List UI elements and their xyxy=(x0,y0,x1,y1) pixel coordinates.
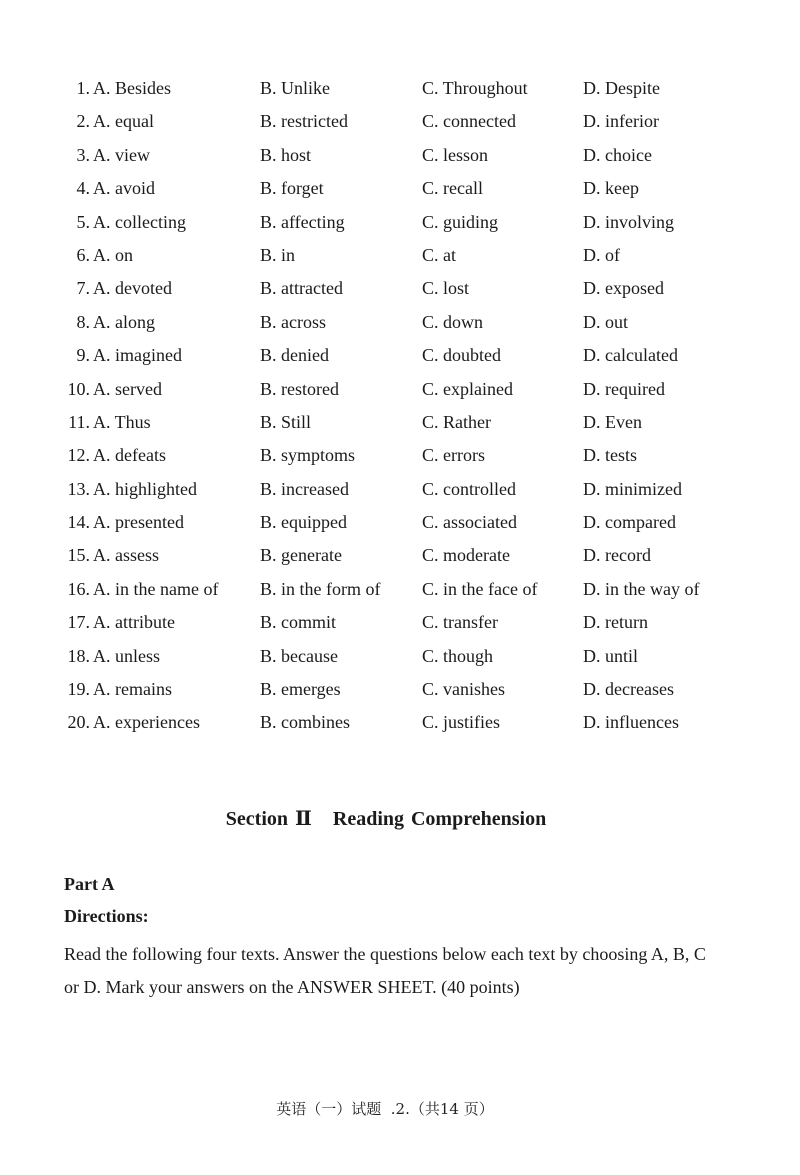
option-d: D. required xyxy=(583,378,665,399)
option-b: B. restored xyxy=(260,378,339,399)
question-row xyxy=(0,339,800,372)
option-c: C. recall xyxy=(422,178,483,199)
option-a: A. highlighted xyxy=(93,478,197,499)
question-number: 8. xyxy=(76,311,90,332)
option-c: C. transfer xyxy=(422,612,498,633)
question-number: 20. xyxy=(67,712,90,733)
option-b: B. Still xyxy=(260,411,312,432)
option-d: D. in the way of xyxy=(583,578,700,599)
question-number: 11. xyxy=(68,411,90,432)
option-a: A. defeats xyxy=(93,445,166,466)
option-b: B. Unlike xyxy=(260,78,330,98)
option-a: A. along xyxy=(93,311,155,332)
option-c: C. doubted xyxy=(422,345,501,366)
option-a: A. on xyxy=(93,244,133,265)
question-number: 16. xyxy=(67,578,90,599)
option-d: D. minimized xyxy=(583,478,682,499)
question-number: 10. xyxy=(67,378,90,399)
option-a: A. Thus xyxy=(93,411,151,432)
option-a: A. in the name of xyxy=(93,578,219,599)
question-number: 6. xyxy=(76,244,90,265)
option-d: D. exposed xyxy=(583,278,664,299)
option-b: B. affecting xyxy=(260,211,345,232)
option-b: B. in the form of xyxy=(260,578,381,599)
option-d: D. influences xyxy=(583,712,679,733)
question-options-list xyxy=(0,72,800,740)
question-number: 9. xyxy=(76,345,90,366)
option-c: C. guiding xyxy=(422,211,499,232)
option-b: B. emerges xyxy=(260,679,341,700)
option-a: A. assess xyxy=(93,545,159,566)
option-d: D. return xyxy=(583,612,648,633)
option-d: D. calculated xyxy=(583,345,678,366)
question-row xyxy=(0,506,800,539)
option-a: A. imagined xyxy=(93,345,182,366)
option-d: D. record xyxy=(583,545,651,566)
question-row xyxy=(0,306,800,339)
option-a: A. view xyxy=(93,144,150,165)
option-c: C. vanishes xyxy=(422,679,505,700)
option-d: D. choice xyxy=(583,144,652,165)
question-number: 15. xyxy=(67,545,90,566)
option-c: C. Throughout xyxy=(422,78,528,98)
option-d: D. until xyxy=(583,645,639,666)
option-c: C. controlled xyxy=(422,478,516,499)
option-c: C. explained xyxy=(422,378,513,399)
question-row xyxy=(0,640,800,673)
option-c: C. moderate xyxy=(422,545,510,566)
option-d: D. compared xyxy=(583,512,676,533)
option-a: A. served xyxy=(93,378,162,399)
question-number: 17. xyxy=(67,612,90,633)
option-c: C. lost xyxy=(422,278,470,299)
question-row xyxy=(0,172,800,205)
option-c: C. at xyxy=(422,244,456,265)
option-d: D. tests xyxy=(583,445,637,466)
directions-text: Read the following four texts. Answer the questions below each text by choosing A, B, C or D. Mark your answers on the ANSWER SHEET. (40 points) xyxy=(64,944,706,997)
question-row xyxy=(0,239,800,272)
question-number: 7. xyxy=(76,278,90,299)
option-b: B. symptoms xyxy=(260,445,356,466)
question-row xyxy=(0,573,800,606)
option-b: B. commit xyxy=(260,612,336,633)
option-b: B. equipped xyxy=(260,512,347,533)
option-b: B. host xyxy=(260,144,312,165)
question-row xyxy=(0,706,800,739)
question-row xyxy=(0,373,800,406)
option-b: B. denied xyxy=(260,345,329,366)
option-c: C. lesson xyxy=(422,144,489,165)
option-c: C. associated xyxy=(422,512,517,533)
question-row xyxy=(0,406,800,439)
option-a: A. devoted xyxy=(93,278,172,299)
option-b: B. forget xyxy=(260,178,324,199)
page-footer: 英语（一）试题 .2.（共14 页） xyxy=(276,1100,494,1118)
question-row xyxy=(0,473,800,506)
option-c: C. justifies xyxy=(422,712,501,733)
option-b: B. attracted xyxy=(260,278,343,299)
option-b: B. restricted xyxy=(260,111,348,132)
option-d: D. keep xyxy=(583,178,639,199)
question-number: 3. xyxy=(76,144,90,165)
question-row xyxy=(0,539,800,572)
question-row xyxy=(0,206,800,239)
question-number: 19. xyxy=(67,679,90,700)
question-row xyxy=(0,673,800,706)
directions-label: Directions: xyxy=(64,906,149,926)
option-c: C. connected xyxy=(422,111,516,132)
option-d: D. Even xyxy=(583,411,642,432)
option-d: D. inferior xyxy=(583,111,659,132)
part-label: Part A xyxy=(64,874,115,894)
question-row xyxy=(0,606,800,639)
option-a: A. experiences xyxy=(93,712,200,733)
option-a: A. unless xyxy=(93,645,160,666)
question-number: 5. xyxy=(76,211,90,232)
option-b: B. generate xyxy=(260,545,342,566)
question-number: 12. xyxy=(67,445,90,466)
question-row xyxy=(0,72,800,105)
option-b: B. because xyxy=(260,645,338,666)
option-b: B. in xyxy=(260,244,296,265)
option-b: B. combines xyxy=(260,712,350,733)
question-row xyxy=(0,139,800,172)
option-a: A. equal xyxy=(93,111,154,132)
option-a: A. attribute xyxy=(93,612,175,633)
option-b: B. across xyxy=(260,311,326,332)
option-a: A. presented xyxy=(93,512,184,533)
question-row xyxy=(0,272,800,305)
option-d: D. involving xyxy=(583,211,675,232)
question-number: 14. xyxy=(67,512,90,533)
option-a: A. avoid xyxy=(93,178,155,199)
option-c: C. though xyxy=(422,645,494,666)
option-c: C. errors xyxy=(422,445,485,466)
option-d: D. out xyxy=(583,311,628,332)
question-row xyxy=(0,105,800,138)
option-a: A. Besides xyxy=(93,78,171,98)
option-a: A. collecting xyxy=(93,211,186,232)
question-number: 1. xyxy=(76,78,90,98)
question-number: 4. xyxy=(76,178,90,199)
section-title: Section Ⅱ Reading Comprehension xyxy=(225,808,547,830)
question-number: 2. xyxy=(76,111,90,132)
option-c: C. down xyxy=(422,311,484,332)
option-b: B. increased xyxy=(260,478,349,499)
option-a: A. remains xyxy=(93,679,172,700)
question-row xyxy=(0,439,800,472)
question-number: 18. xyxy=(67,645,90,666)
option-d: D. decreases xyxy=(583,679,674,700)
question-number: 13. xyxy=(67,478,90,499)
option-c: C. Rather xyxy=(422,411,491,432)
option-d: D. of xyxy=(583,244,620,265)
option-d: D. Despite xyxy=(583,78,660,98)
option-c: C. in the face of xyxy=(422,578,538,599)
